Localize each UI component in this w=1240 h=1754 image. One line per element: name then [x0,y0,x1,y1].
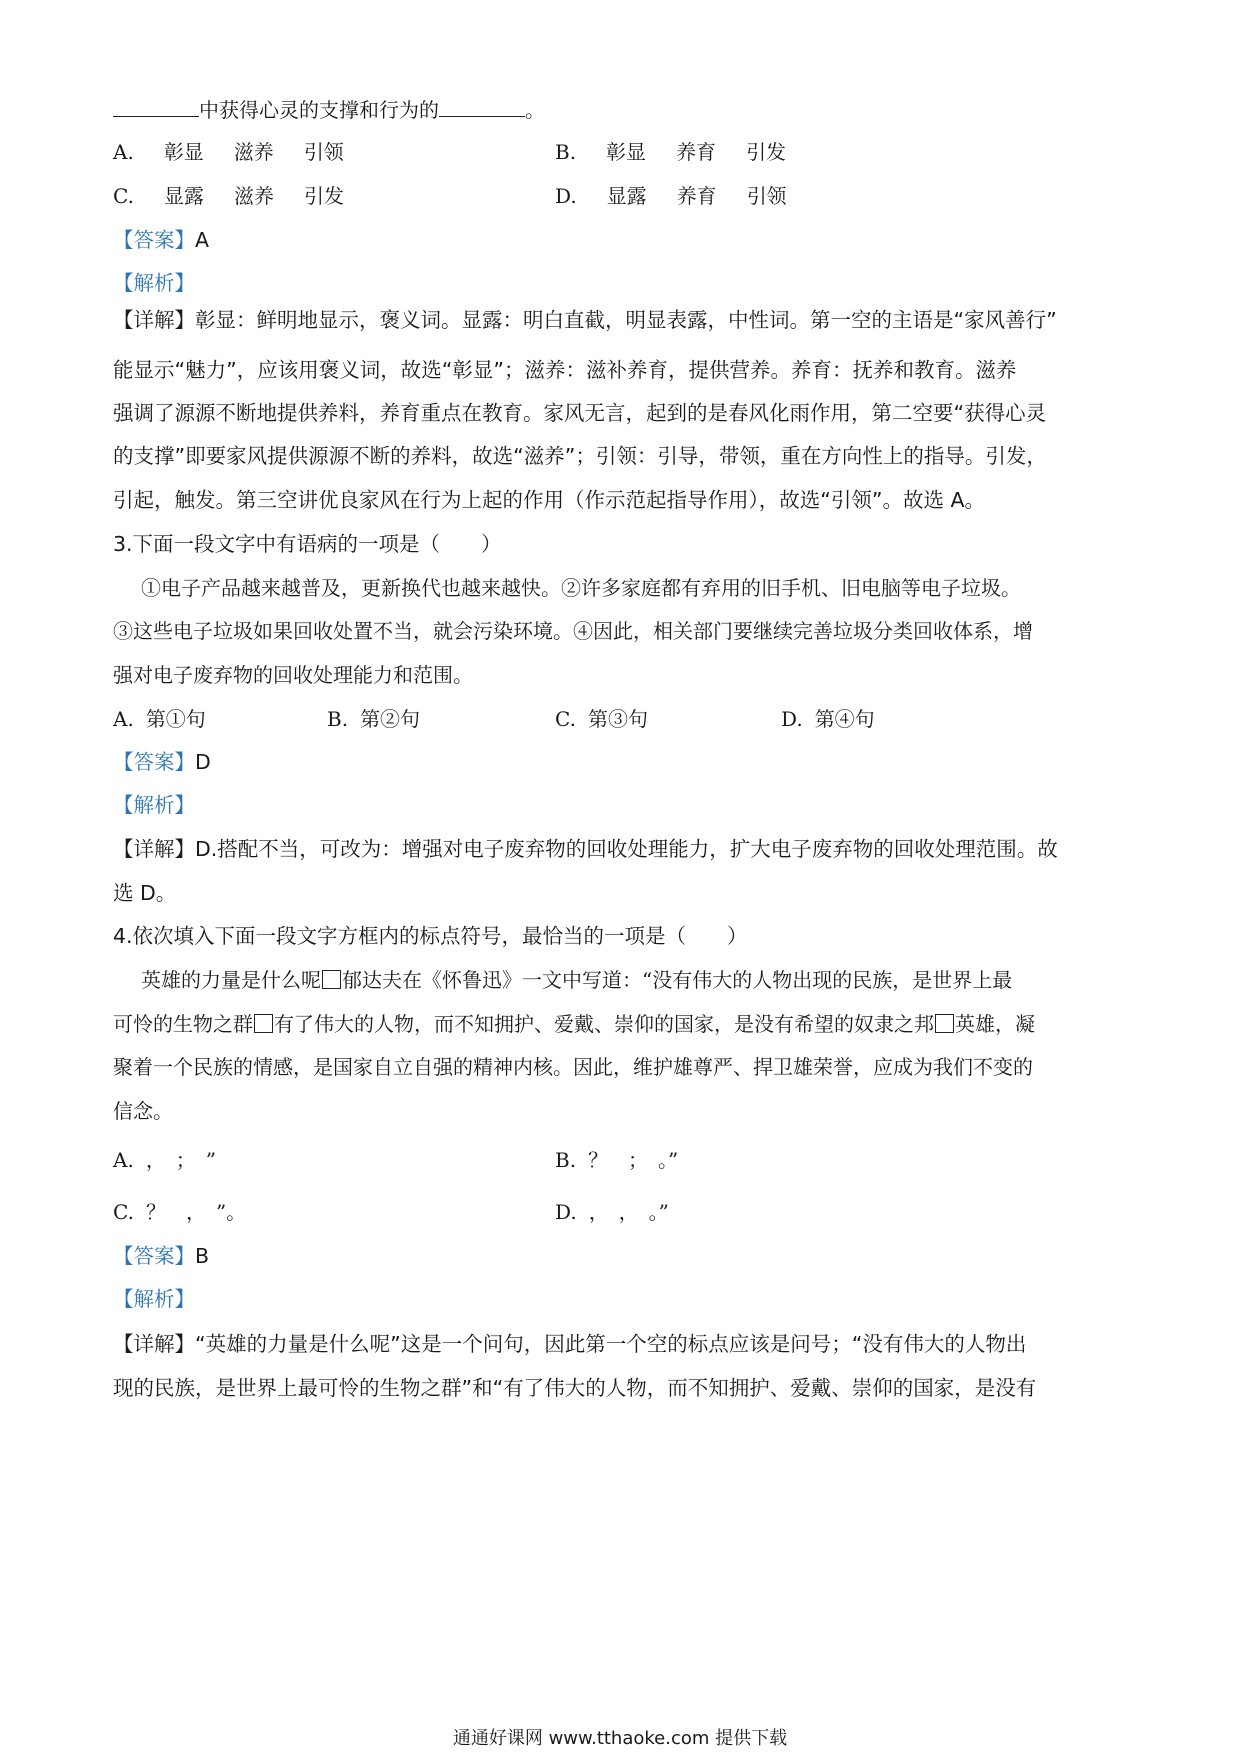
q4-detail-line-2: 现的民族，是世界上最可怜的生物之群”和“有了伟大的人物，而不知拥护、爱戴、崇仰的国家，是没有 [113,1376,1037,1400]
continuation-text: 中获得心灵的支撑和行为的 [199,98,439,122]
detail-tag: 【详解】 [113,837,195,861]
q4-analysis [113,1285,195,1313]
q3-option-a: A. 第①句 [113,707,206,731]
q3-passage-line-2: ③这些电子垃圾如果回收处置不当，就会污染环境。④因此，相关部门要继续完善垃圾分类回收体系，增 [113,619,1033,643]
continuation-end: 。 [525,98,545,122]
q4-passage-line-2: 可怜的生物之群 有了伟大的人物，而不知拥护、爱戴、崇仰的国家，是没有希望的奴隶之邦 英雄，凝 [113,1012,1035,1036]
analysis-tag: 【解析】 [113,271,195,295]
answer-value: D [195,750,211,774]
analysis-tag: 【解析】 [113,1287,195,1311]
q3-detail-line-2: 选 D。 [113,881,177,905]
fill-blank [113,96,199,117]
q4-detail-line-1: 【详解】“英雄的力量是什么呢”这是一个问句，因此第一个空的标点应该是问号；“没有伟大的人物出 [113,1332,1027,1356]
q2-detail-line-1: 【详解】彰显：鲜明地显示，褒义词。显露：明白直截，明显表露，中性词。第一空的主语是“家风善行” [113,308,1057,332]
q2-option-b: B. 彰显 养育 引发 [555,140,787,164]
q4-passage-line-4: 信念。 [113,1099,173,1123]
q4-option-a: A. ， ； ” [113,1148,217,1172]
answer-tag: 【答案】 [113,228,195,252]
q4-option-c: C. ？ ， ”。 [113,1200,247,1224]
q3-passage-line-1: ①电子产品越来越普及，更新换代也越来越快。②许多家庭都有弃用的旧手机、旧电脑等电子垃圾。 [141,576,1021,600]
punctuation-box [254,1014,273,1033]
detail-tag: 【详解】 [113,1332,195,1356]
answer-value: A [195,228,210,252]
q3-option-b: B. 第②句 [327,707,421,731]
answer-tag: 【答案】 [113,1244,195,1268]
page-footer: 通通好课网 www.tthaoke.com 提供下载 [452,1728,788,1749]
q4-option-b: B. ？ ； 。” [555,1148,679,1172]
punctuation-box [935,1014,954,1033]
detail-tag: 【详解】 [113,308,195,332]
fill-blank [439,96,525,117]
q4-passage-line-3: 聚着一个民族的情感，是国家自立自强的精神内核。因此，维护雄尊严、捍卫雄荣誉，应成为我们不变的 [113,1055,1033,1079]
q2-detail-line-2: 能显示“魅力”，应该用褒义词，故选“彰显”；滋养：滋补养育，提供营养。养育：抚养和教育。滋养 [113,358,1017,382]
answer-value: B [195,1244,210,1268]
q3-option-c: C. 第③句 [555,707,648,731]
q3-answer [113,748,211,776]
q4-option-d: D. ， ， 。” [555,1200,669,1224]
q2-option-d: D. 显露 养育 引领 [555,184,787,208]
q2-detail-line-4: 的支撑”即要家风提供源源不断的养料，故选“滋养”；引领：引导，带领，重在方向性上的指导。引发， [113,444,1047,468]
answer-tag: 【答案】 [113,750,195,774]
q2-answer [113,226,209,254]
q2-option-a: A. 彰显 滋养 引领 [113,140,344,164]
continuation-line [113,96,545,124]
q3-option-d: D. 第④句 [781,707,875,731]
q4-passage-line-1: 英雄的力量是什么呢 郁达夫在《怀鲁迅》一文中写道：“没有伟大的人物出现的民族，是世界上最 [141,968,1013,992]
q3-passage-line-3: 强对电子废弃物的回收处理能力和范围。 [113,663,473,687]
q2-detail-line-3: 强调了源源不断地提供养料，养育重点在教育。家风无言，起到的是春风化雨作用，第二空要“获得心灵 [113,401,1047,425]
q3-stem: 3.下面一段文字中有语病的一项是（ ） [113,532,502,556]
q2-analysis [113,269,195,297]
q3-analysis [113,791,195,819]
q2-option-c: C. 显露 滋养 引发 [113,184,344,208]
q3-detail-line-1: 【详解】D.搭配不当，可改为：增强对电子废弃物的回收处理能力，扩大电子废弃物的回收处理范围。故 [113,837,1058,861]
q4-stem: 4.依次填入下面一段文字方框内的标点符号，最恰当的一项是（ ） [113,924,748,948]
punctuation-box [322,970,341,989]
analysis-tag: 【解析】 [113,793,195,817]
q2-detail-line-5: 引起，触发。第三空讲优良家风在行为上起的作用（作示范起指导作用），故选“引领”。故选 A。 [113,488,986,512]
q4-answer [113,1242,209,1270]
